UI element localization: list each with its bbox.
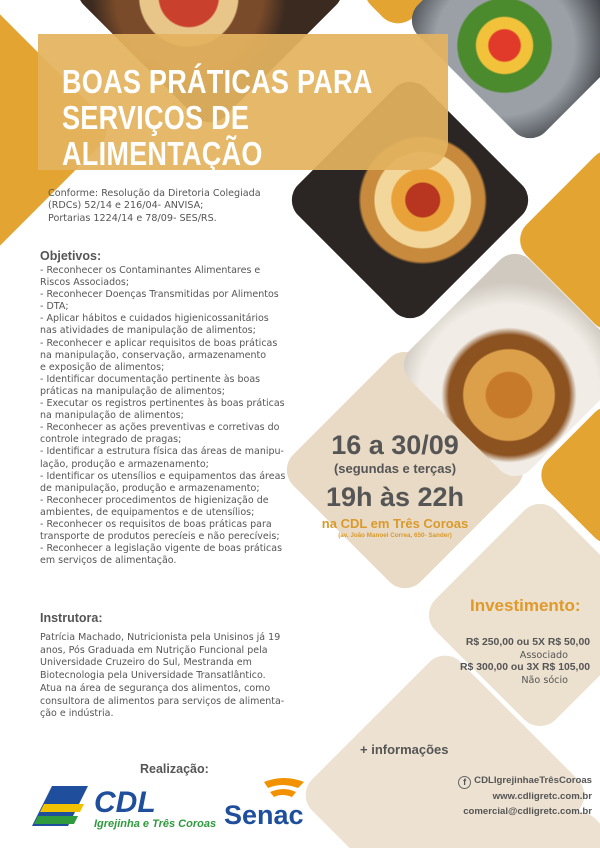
investment-prices <box>430 637 590 687</box>
objectives-list <box>40 265 286 567</box>
realizacao-label: Realização: <box>140 762 209 776</box>
objective-line: - Reconhecer os Contaminantes Alimentares e <box>40 265 261 276</box>
event-address: (av. João Manoel Correa, 650- Sander) <box>338 532 452 539</box>
objective-line: - Reconhecer os requisitos de boas práticas para <box>40 518 272 530</box>
instructor-line: consultora de alimentos para serviços de alimenta- <box>40 695 285 707</box>
objective-line: práticas na manipulação de alimentos; <box>40 385 225 397</box>
regulation-line: Portarias 1224/14 e 78/09- SES/RS. <box>48 212 217 224</box>
senac-name: Senac <box>224 800 304 830</box>
contact-info <box>330 773 592 819</box>
info-heading: + informações <box>360 742 449 757</box>
objective-line: na manipulação, conservação, armazenamento <box>40 349 267 361</box>
title-line-1: BOAS PRÁTICAS PARA <box>62 63 373 100</box>
objective-line: - Reconhecer procedimentos de higienização de <box>40 494 269 506</box>
objective-line: - Identificar os utensílios e equipamentos das áreas <box>40 470 286 482</box>
objective-line: nas atividades de manipulação de alimentos; <box>40 325 256 337</box>
title-line-2: SERVIÇOS DE ALIMENTAÇÃO <box>62 99 263 172</box>
objective-line: - Identificar documentação pertinente às boas <box>40 373 261 385</box>
objective-line: - Aplicar hábitos e cuidados higienicossanitários <box>40 313 269 325</box>
objective-line: - Identificar a estrutura física das áreas de manipu- <box>40 446 284 458</box>
objective-line: ambientes, de equipamentos e de utensílios; <box>40 506 255 518</box>
price-member: R$ 250,00 ou 5X R$ 50,00 <box>465 637 590 648</box>
event-schedule <box>300 430 490 539</box>
objective-line: Riscos Associados; <box>40 277 130 289</box>
event-days: (segundas e terças) <box>333 461 457 476</box>
facebook-page[interactable]: CDLIgrejinhaeTrêsCoroas <box>474 775 592 786</box>
instructor-heading: Instrutora: <box>40 611 103 625</box>
objective-line: - DTA; <box>40 301 69 313</box>
cdl-logo-mark-icon <box>30 782 230 832</box>
event-place: na CDL em Três Coroas <box>321 516 469 531</box>
email-link[interactable]: comercial@cdligretc.com.br <box>463 806 592 817</box>
regulation-note <box>48 188 288 225</box>
objective-line: - Executar os registros pertinentes às boas práticas <box>40 398 285 410</box>
objective-line: e exposição de alimentos; <box>40 361 165 373</box>
event-time: 19h às 22h <box>325 482 465 512</box>
regulation-line: Conforme: Resolução da Diretoria Colegiada <box>48 188 261 199</box>
cdl-subtitle: Igrejinha e Três Coroas <box>94 818 217 830</box>
cdl-logo <box>30 782 230 832</box>
facebook-icon: f <box>458 776 471 789</box>
objective-line: - Reconhecer a legislação vigente de boas práticas <box>40 543 283 555</box>
price-non-member-label: Não sócio <box>521 674 568 686</box>
price-member-label: Associado <box>519 649 568 661</box>
objective-line: lação, produção e armazenamento; <box>40 458 209 470</box>
page-title <box>62 64 390 172</box>
objective-line: - Reconhecer Doenças Transmitidas por Alimentos <box>40 289 279 301</box>
instructor-line: anos, Pós Graduada em Nutrição Funcional pela <box>40 644 268 656</box>
objective-line: na manipulação de alimentos; <box>40 410 184 422</box>
objective-line: em serviços de alimentação. <box>40 555 177 567</box>
instructor-line: Patrícia Machado, Nutricionista pela Unisinos já 19 <box>40 632 281 643</box>
senac-logo-mark-icon <box>224 772 310 832</box>
instructor-bio <box>40 632 285 721</box>
website-link[interactable]: www.cdligretc.com.br <box>492 791 592 802</box>
objective-line: controle integrado de pragas; <box>40 434 182 446</box>
event-dates: 16 a 30/09 <box>331 430 459 460</box>
instructor-line: Universidade Cruzeiro do Sul, Mestranda em <box>40 657 252 669</box>
instructor-line: Atua na área de segurança dos alimentos, como <box>40 682 271 694</box>
cdl-name: CDL <box>94 786 156 819</box>
facebook-line[interactable] <box>330 773 592 789</box>
objective-line: - Reconhecer as ações preventivas e corretivas do <box>40 422 280 434</box>
objective-line: transporte de produtos perecíeis e não perecíveis; <box>40 531 280 543</box>
objectives-heading: Objetivos: <box>40 249 102 263</box>
instructor-line: Biotecnologia pela Universidade Transatlântico. <box>40 670 266 682</box>
price-non-member: R$ 300,00 ou 3X R$ 105,00 <box>460 662 590 673</box>
objective-line: de manipulação, produção e armazenamento; <box>40 482 260 494</box>
objective-line: - Reconhecer e aplicar requisitos de boas práticas <box>40 337 278 349</box>
regulation-line: (RDCs) 52/14 e 216/04- ANVISA; <box>48 200 204 212</box>
senac-logo <box>224 772 310 832</box>
investment-heading: Investimento: <box>470 596 581 615</box>
instructor-line: ção e indústria. <box>40 708 114 720</box>
